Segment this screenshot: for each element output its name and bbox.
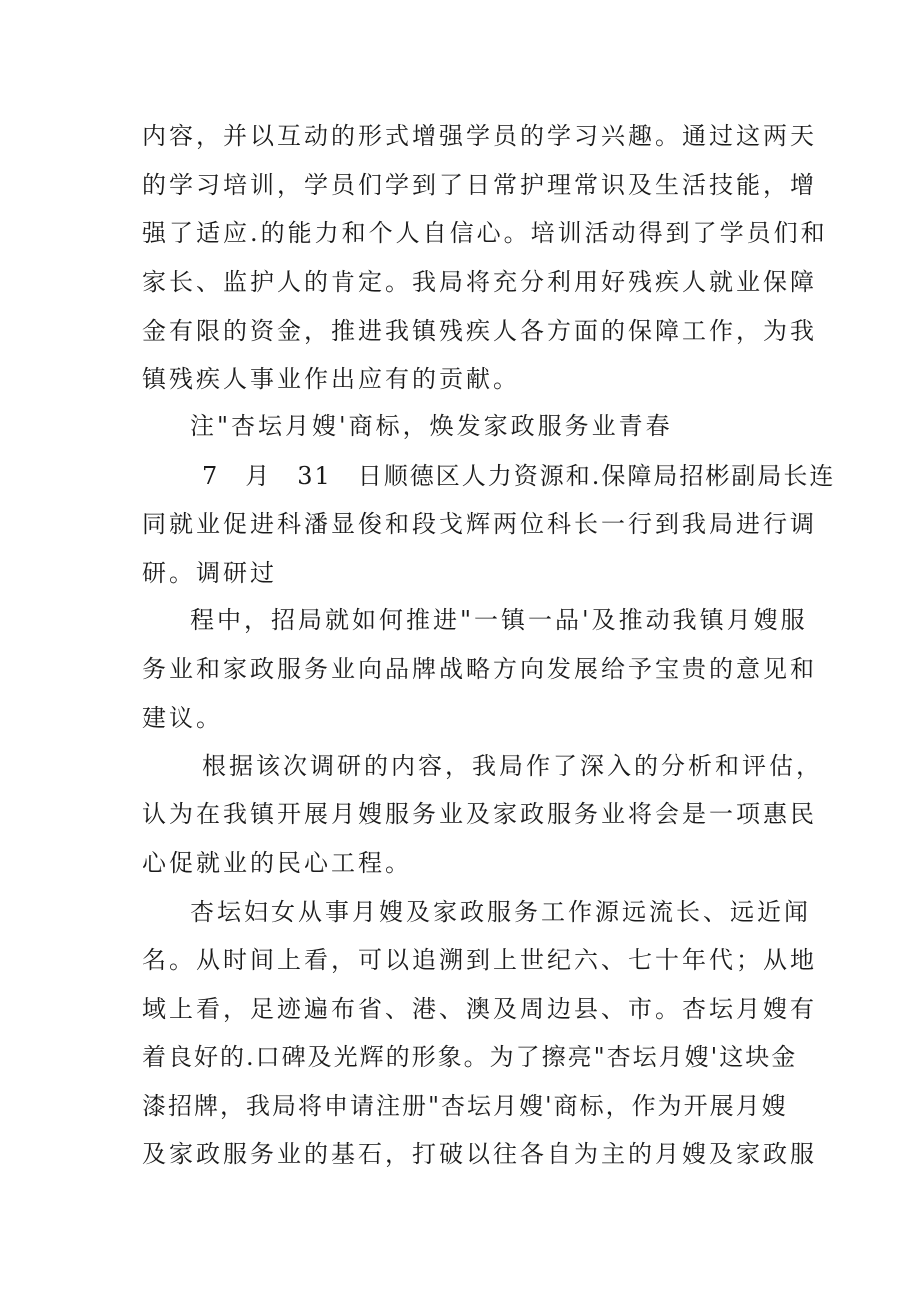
text-line: 程中，招局就如何推进"一镇一品'及推动我镇月嫂服 (190, 606, 808, 634)
text-line: 务业和家政服务业向品牌战略方向发展给予宝贵的意见和 (142, 655, 817, 683)
section-heading: 注"杏坛月嫂'商标，焕发家政服务业青春 (190, 412, 673, 440)
text-line: 强了适应.的能力和个人自信心。培训活动得到了学员们和 (142, 219, 828, 247)
text-line: 研。调研过 (142, 559, 277, 587)
text-line: 金有限的资金，推进我镇残疾人各方面的保障工作，为我 (142, 317, 817, 345)
text-line: 7 月 31 日顺德区人力资源和.保障局招彬副局长连 (202, 462, 836, 490)
text-line: 及家政服务业的基石，打破以往各自为主的月嫂及家政服 (142, 1140, 817, 1168)
text-line: 名。从时间上看，可以追溯到上世纪六、七十年代；从地 (142, 946, 817, 974)
text-line: 根据该次调研的内容，我局作了深入的分析和评估， (202, 752, 823, 780)
text-line: 心促就业的民心工程。 (142, 849, 412, 877)
text-line: 认为在我镇开展月嫂服务业及家政服务业将会是一项惠民 (142, 800, 817, 828)
text-line: 漆招牌，我局将申请注册"杏坛月嫂'商标，作为开展月嫂 (142, 1092, 788, 1120)
text-line: 镇残疾人事业作出应有的贡献。 (142, 365, 520, 393)
text-line: 着良好的.口碑及光辉的形象。为了擦亮"杏坛月嫂'这块金 (142, 1043, 798, 1071)
text-line: 同就业促进科潘显俊和段戈辉两位科长一行到我局进行调 (142, 510, 817, 538)
text-line: 杏坛妇女从事月嫂及家政服务工作源远流长、远近闻 (190, 898, 811, 926)
text-line: 内容，并以互动的形式增强学员的学习兴趣。通过这两天 (142, 122, 817, 150)
text-line: 建议。 (142, 704, 223, 732)
text-line: 的学习培训，学员们学到了日常护理常识及生活技能，增 (142, 171, 817, 199)
text-line: 域上看，足迹遍布省、港、澳及周边县、市。杏坛月嫂有 (142, 995, 817, 1023)
text-line: 家长、监护人的肯定。我局将充分利用好残疾人就业保障 (142, 268, 817, 296)
